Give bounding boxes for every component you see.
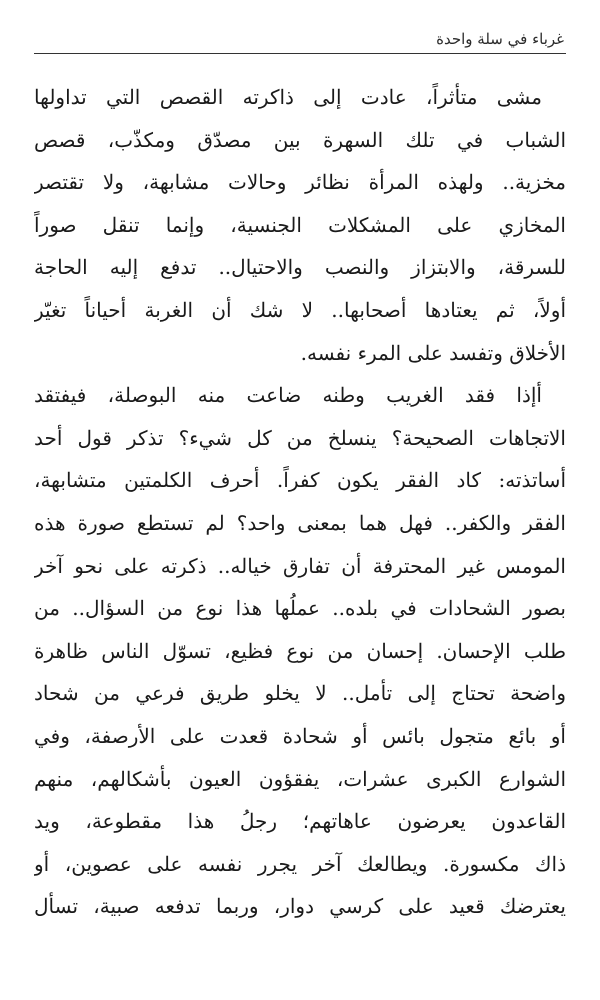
text-line: مخزية.. ولهذه المرأة نظائر وحالات مشابهة، ولا تقتصر (34, 170, 566, 195)
text-line: أإذا فقد الغريب وطنه ضاعت منه البوصلة، فيفتقد (34, 383, 542, 408)
text-line: الشباب في تلك السهرة بين مصدّق ومكذّب، قصص (34, 127, 566, 152)
text-line: القاعدون يعرضون عاهاتهم؛ رجلُ هذا مقطوعة، ويد (34, 809, 566, 834)
text-line: أساتذته: كاد الفقر يكون كفراً. أحرف الكلمتين متشابهة، (34, 468, 566, 493)
text-line: واضحة تحتاج إلى تأمل.. لا يخلو طريق فرعي من شحاد (34, 681, 566, 706)
text-line: للسرقة، والابتزاز والنصب والاحتيال.. تدفع إليه الحاجة (34, 255, 566, 280)
text-line: المخازي على المشكلات الجنسية، وإنما تنقل صوراً (34, 212, 566, 237)
text-line: طلب الإحسان. إحسان من نوع فظيع، تسوّل الناس ظاهرة (34, 638, 566, 663)
text-line: الأخلاق وتفسد على المرء نفسه. (300, 340, 566, 365)
text-line: الشوارع الكبرى عشرات، يفقؤون العيون بأشكالهم، منهم (34, 766, 566, 791)
text-line: يعترضك قعيد على كرسي دوار، وربما تدفعه صبية، تسأل (34, 894, 566, 919)
paragraph-2 (34, 374, 566, 928)
body-text (34, 76, 566, 928)
text-line: بصور الشحادات في بلده.. عملُها هذا نوع من السؤال.. من (34, 596, 566, 621)
text-line: مشى متأثراً، عادت إلى ذاكرته القصص التي تداولها (34, 85, 542, 109)
text-line: الاتجاهات الصحيحة؟ ينسلخ من كل شيء؟ تذكر قول أحد (34, 425, 566, 450)
text-line: أو بائع متجول بائس أو شحادة قعدت على الأرصفة، وفي (34, 723, 566, 748)
book-title: غرباء في سلة واحدة (436, 30, 564, 48)
text-line: الفقر والكفر.. فهل هما بمعنى واحد؟ لم تستطع صورة هذه (34, 510, 566, 535)
text-line: أولاً، ثم يعتادها أصحابها.. لا شك أن الغربة أحياناً تغيّر (34, 297, 566, 322)
running-header (34, 24, 566, 54)
text-line: المومس غير المحترفة أن تفارق خياله.. ذكرته على نحو آخر (34, 553, 566, 578)
paragraph-1 (34, 76, 566, 374)
text-line: ذاك مكسورة. ويطالعك آخر يجرر نفسه على عصوين، أو (34, 851, 566, 876)
